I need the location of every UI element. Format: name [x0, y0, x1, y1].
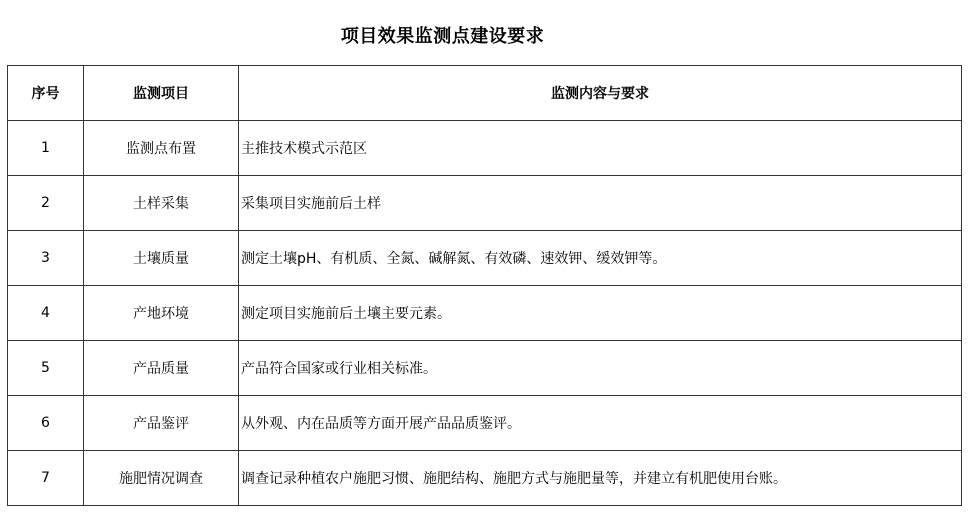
table-row [8, 121, 962, 176]
monitoring-requirements-table [7, 65, 962, 506]
row-item: 产地环境 [84, 286, 239, 341]
table-row [8, 396, 962, 451]
row-item: 土样采集 [84, 176, 239, 231]
row-item: 土壤质量 [84, 231, 239, 286]
row-requirement: 主推技术模式示范区 [239, 121, 962, 176]
header-monitoring-requirement: 监测内容与要求 [239, 66, 962, 121]
row-requirement: 调查记录种植农户施肥习惯、施肥结构、施肥方式与施肥量等，并建立有机肥使用台账。 [239, 451, 962, 506]
row-item: 产品鉴评 [84, 396, 239, 451]
row-number: 1 [8, 121, 84, 176]
row-number: 3 [8, 231, 84, 286]
row-requirement: 测定土壤pH、有机质、全氮、碱解氮、有效磷、速效钾、缓效钾等。 [239, 231, 962, 286]
table-row [8, 341, 962, 396]
table-row [8, 231, 962, 286]
row-number: 6 [8, 396, 84, 451]
table-row [8, 286, 962, 341]
row-requirement: 产品符合国家或行业相关标准。 [239, 341, 962, 396]
row-requirement: 从外观、内在品质等方面开展产品品质鉴评。 [239, 396, 962, 451]
header-monitoring-item: 监测项目 [84, 66, 239, 121]
row-requirement: 测定项目实施前后土壤主要元素。 [239, 286, 962, 341]
page-title: 项目效果监测点建设要求 [340, 26, 545, 47]
row-number: 4 [8, 286, 84, 341]
table-row [8, 451, 962, 506]
row-number: 2 [8, 176, 84, 231]
table-row [8, 176, 962, 231]
row-number: 5 [8, 341, 84, 396]
row-requirement: 采集项目实施前后土样 [239, 176, 962, 231]
row-item: 产品质量 [84, 341, 239, 396]
row-number: 7 [8, 451, 84, 506]
header-serial-number: 序号 [8, 66, 84, 121]
row-item: 施肥情况调查 [84, 451, 239, 506]
table-header-row [8, 66, 962, 121]
row-item: 监测点布置 [84, 121, 239, 176]
